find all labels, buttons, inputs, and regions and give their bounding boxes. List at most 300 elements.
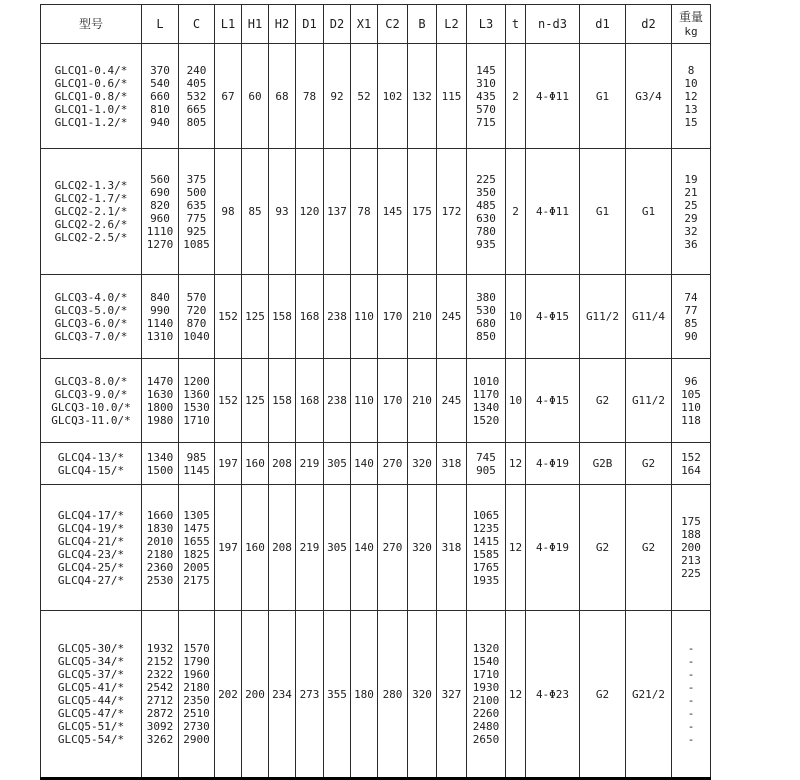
L3-value: 1340: [472, 400, 500, 414]
cell-D1: [296, 611, 324, 779]
H2-value: 208: [272, 541, 292, 554]
C-value: 532: [186, 89, 207, 103]
B-value: 320: [412, 457, 432, 470]
cell-weight: [672, 275, 711, 359]
cell-d1: [580, 149, 626, 275]
weight-value: 164: [681, 463, 701, 477]
cell-L: [142, 275, 179, 359]
model-name: GLCQ5-47/*: [57, 707, 125, 720]
cell-L3: [467, 485, 506, 611]
C-value: 2510: [183, 707, 210, 720]
L3-value: 435: [476, 89, 496, 103]
model-name: GLCQ3-8.0/*: [54, 374, 128, 388]
cell-model: [41, 611, 142, 779]
model-name: GLCQ3-6.0/*: [54, 316, 128, 330]
model-name: GLCQ3-9.0/*: [54, 387, 128, 401]
L-value: 2152: [146, 655, 174, 668]
weight-value: 188: [681, 528, 701, 541]
L-value: 1630: [146, 387, 174, 401]
cell-D2: [324, 275, 351, 359]
H1-value: 160: [245, 457, 265, 470]
cell-t: [506, 443, 526, 485]
D2-value: 238: [327, 310, 347, 323]
C2-value: 102: [382, 89, 403, 103]
L-value: 940: [150, 115, 170, 129]
L1-value: 197: [218, 457, 238, 470]
L-value: 370: [150, 63, 170, 77]
L-value: 2542: [146, 681, 174, 694]
cell-D2: [324, 359, 351, 443]
cell-H1: [242, 485, 269, 611]
cell-L1: [215, 149, 242, 275]
model-name: GLCQ4-25/*: [57, 560, 125, 574]
L2-value: 172: [441, 205, 462, 218]
L-value: 1310: [146, 329, 174, 343]
model-name: GLCQ3-11.0/*: [51, 413, 131, 427]
C-value: 1530: [183, 400, 210, 414]
H1-value: 200: [245, 687, 265, 701]
cell-B: [408, 44, 437, 149]
model-name: GLCQ1-0.6/*: [54, 76, 128, 90]
cell-C: [179, 611, 215, 779]
cell-n_d3: [526, 359, 580, 443]
d2-value: G1: [641, 205, 656, 218]
model-name: GLCQ5-44/*: [57, 694, 125, 707]
cell-n_d3: [526, 44, 580, 149]
d1-value: G11/2: [585, 310, 620, 323]
cell-t: [506, 485, 526, 611]
model-name: GLCQ5-34/*: [57, 655, 125, 668]
model-name: GLCQ2-2.1/*: [54, 205, 128, 218]
cell-C: [179, 485, 215, 611]
cell-d1: [580, 485, 626, 611]
model-name: GLCQ2-2.5/*: [54, 231, 128, 244]
weight-value: 13: [684, 102, 698, 116]
L-value: 1932: [146, 642, 174, 655]
cell-C2: [378, 485, 408, 611]
cell-d2: [626, 149, 672, 275]
D1-value: 168: [299, 310, 320, 323]
n_d3-value: 4-Φ23: [535, 687, 570, 701]
L1-value: 152: [218, 310, 238, 323]
cell-B: [408, 149, 437, 275]
column-header-n_d3: n-d3: [526, 5, 580, 44]
d2-value: G11/4: [631, 310, 666, 323]
B-value: 132: [412, 89, 432, 103]
header-row: [41, 5, 711, 44]
weight-value: 225: [681, 567, 701, 580]
L-value: 1660: [146, 508, 174, 522]
d2-value: G2: [641, 541, 656, 554]
table-body: [41, 44, 711, 779]
C-value: 2730: [183, 720, 210, 733]
cell-X1: [351, 485, 378, 611]
L-value: 3092: [146, 720, 174, 733]
C2-value: 270: [382, 541, 403, 554]
column-header-L1: L1: [215, 5, 242, 44]
cell-L1: [215, 275, 242, 359]
B-value: 175: [412, 205, 432, 218]
X1-value: 140: [354, 541, 374, 554]
d2-value: G21/2: [631, 687, 666, 701]
C-value: 1570: [183, 642, 210, 655]
B-value: 210: [412, 394, 432, 407]
L3-value: 1540: [472, 655, 500, 668]
C-value: 1040: [183, 329, 210, 343]
C-value: 2005: [183, 560, 210, 574]
cell-d1: [580, 443, 626, 485]
cell-n_d3: [526, 485, 580, 611]
C-value: 1475: [183, 521, 210, 535]
model-name: GLCQ1-1.2/*: [54, 115, 128, 129]
L-value: 560: [150, 172, 170, 186]
L-value: 2530: [146, 573, 174, 587]
cell-D1: [296, 275, 324, 359]
model-name: GLCQ3-4.0/*: [54, 290, 128, 304]
d1-value: G2B: [592, 457, 613, 470]
model-name: GLCQ1-0.8/*: [54, 89, 128, 103]
L-value: 1830: [146, 521, 174, 535]
C-value: 2350: [183, 694, 210, 707]
L3-value: 630: [476, 211, 496, 225]
C2-value: 170: [382, 310, 403, 323]
table-group-row: [41, 443, 711, 485]
cell-t: [506, 359, 526, 443]
cell-weight: [672, 44, 711, 149]
C-value: 635: [186, 198, 207, 212]
L-value: 3262: [146, 733, 174, 746]
L-value: 1500: [146, 463, 174, 477]
cell-L3: [467, 443, 506, 485]
cell-t: [506, 44, 526, 149]
column-header-L: L: [142, 5, 179, 44]
cell-t: [506, 149, 526, 275]
weight-value: 21: [684, 185, 698, 199]
C-value: 1145: [183, 463, 210, 477]
L3-value: 225: [476, 172, 496, 186]
cell-d2: [626, 275, 672, 359]
cell-C2: [378, 611, 408, 779]
L1-value: 202: [218, 687, 238, 701]
H2-value: 158: [272, 394, 292, 407]
L-value: 1270: [146, 237, 174, 251]
weight-value: 77: [684, 303, 698, 317]
column-header-d1: d1: [580, 5, 626, 44]
cell-L2: [437, 485, 467, 611]
n_d3-value: 4-Φ19: [535, 457, 570, 470]
cell-weight: [672, 485, 711, 611]
model-name: GLCQ2-2.6/*: [54, 218, 128, 231]
D1-value: 78: [302, 89, 317, 103]
column-header-C: C: [179, 5, 215, 44]
H1-value: 60: [248, 89, 262, 103]
table-group-row: [41, 611, 711, 779]
D2-value: 305: [327, 457, 347, 470]
C-value: 870: [186, 316, 207, 330]
weight-value: 90: [684, 329, 698, 343]
H1-value: 125: [245, 310, 265, 323]
C-value: 1360: [183, 387, 210, 401]
L-value: 810: [150, 102, 170, 116]
cell-d1: [580, 611, 626, 779]
L3-value: 1930: [472, 681, 500, 694]
cell-L: [142, 149, 179, 275]
model-name: GLCQ5-30/*: [57, 642, 125, 655]
L-value: 660: [150, 89, 170, 103]
D1-value: 219: [299, 457, 320, 470]
weight-value: 19: [684, 172, 698, 186]
D2-value: 238: [327, 394, 347, 407]
L3-value: 145: [476, 63, 496, 77]
cell-n_d3: [526, 149, 580, 275]
L-value: 2010: [146, 534, 174, 548]
table-group-row: [41, 485, 711, 611]
C-value: 985: [186, 450, 207, 464]
cell-d1: [580, 44, 626, 149]
B-value: 320: [412, 541, 432, 554]
table-group-row: [41, 275, 711, 359]
cell-L: [142, 359, 179, 443]
d1-value: G1: [595, 89, 610, 103]
cell-H1: [242, 611, 269, 779]
L3-value: 310: [476, 76, 496, 90]
D1-value: 219: [299, 541, 320, 554]
cell-L1: [215, 359, 242, 443]
L3-value: 2100: [472, 694, 500, 707]
column-header-D2: D2: [324, 5, 351, 44]
B-value: 320: [412, 687, 432, 701]
cell-B: [408, 485, 437, 611]
cell-L1: [215, 611, 242, 779]
column-header-H2: H2: [269, 5, 296, 44]
C-value: 2180: [183, 681, 210, 694]
L3-value: 905: [476, 463, 496, 477]
cell-H2: [269, 275, 296, 359]
cell-H1: [242, 359, 269, 443]
cell-D2: [324, 611, 351, 779]
weight-value: 200: [681, 541, 701, 554]
C-value: 240: [186, 63, 207, 77]
cell-L3: [467, 611, 506, 779]
cell-d2: [626, 611, 672, 779]
d1-value: G1: [595, 205, 610, 218]
cell-X1: [351, 359, 378, 443]
column-header-weight-unit: kg: [684, 24, 698, 38]
C-value: 775: [186, 211, 207, 225]
D2-value: 92: [330, 89, 344, 103]
cell-H2: [269, 611, 296, 779]
weight-value: 118: [681, 413, 701, 427]
cell-weight: [672, 611, 711, 779]
L1-value: 197: [218, 541, 238, 554]
C-value: 665: [186, 102, 207, 116]
column-header-t: t: [506, 5, 526, 44]
column-header-H1: H1: [242, 5, 269, 44]
n_d3-value: 4-Φ19: [535, 541, 570, 554]
L-value: 690: [150, 185, 170, 199]
column-header-D1: D1: [296, 5, 324, 44]
weight-value: 36: [684, 237, 698, 251]
cell-D1: [296, 359, 324, 443]
t-value: 2: [512, 205, 519, 218]
column-header-C2: C2: [378, 5, 408, 44]
weight-value: 110: [681, 400, 701, 414]
L3-value: 1765: [472, 560, 500, 574]
model-name: GLCQ5-54/*: [57, 733, 125, 746]
L3-value: 2480: [472, 720, 500, 733]
weight-value: -: [687, 642, 695, 655]
weight-value: -: [687, 681, 695, 694]
cell-H1: [242, 275, 269, 359]
cell-d1: [580, 359, 626, 443]
cell-d2: [626, 44, 672, 149]
weight-value: 29: [684, 211, 698, 225]
H2-value: 93: [275, 205, 289, 218]
cell-L3: [467, 359, 506, 443]
L3-value: 745: [476, 450, 496, 464]
L3-value: 1065: [472, 508, 500, 522]
H2-value: 208: [272, 457, 292, 470]
cell-L: [142, 485, 179, 611]
B-value: 210: [412, 310, 432, 323]
cell-t: [506, 275, 526, 359]
cell-L2: [437, 44, 467, 149]
H2-value: 234: [272, 687, 292, 701]
cell-X1: [351, 149, 378, 275]
weight-value: 175: [681, 515, 701, 528]
d1-value: G2: [595, 687, 610, 701]
t-value: 2: [512, 89, 519, 103]
cell-model: [41, 275, 142, 359]
L-value: 1470: [146, 374, 174, 388]
cell-H2: [269, 443, 296, 485]
L3-value: 680: [476, 316, 496, 330]
cell-C2: [378, 149, 408, 275]
L3-value: 935: [476, 237, 496, 251]
cell-t: [506, 611, 526, 779]
cell-D1: [296, 443, 324, 485]
d1-value: G2: [595, 394, 610, 407]
model-name: GLCQ4-15/*: [57, 463, 125, 477]
L3-value: 1415: [472, 534, 500, 548]
table-group-row: [41, 359, 711, 443]
C-value: 720: [186, 303, 207, 317]
C-value: 1085: [183, 237, 210, 251]
cell-L3: [467, 44, 506, 149]
cell-C: [179, 443, 215, 485]
cell-n_d3: [526, 443, 580, 485]
cell-B: [408, 443, 437, 485]
weight-value: -: [687, 707, 695, 720]
cell-D1: [296, 44, 324, 149]
cell-H2: [269, 149, 296, 275]
C-value: 1655: [183, 534, 210, 548]
cell-D2: [324, 44, 351, 149]
C-value: 1710: [183, 413, 210, 427]
column-header-L3: L3: [467, 5, 506, 44]
weight-value: 74: [684, 290, 698, 304]
L1-value: 67: [221, 89, 235, 103]
C-value: 925: [186, 224, 207, 238]
C-value: 1305: [183, 508, 210, 522]
L-value: 990: [150, 303, 170, 317]
cell-L1: [215, 485, 242, 611]
model-name: GLCQ3-7.0/*: [54, 329, 128, 343]
model-name: GLCQ4-13/*: [57, 450, 125, 464]
d2-value: G11/2: [631, 394, 666, 407]
weight-value: 152: [681, 450, 701, 464]
model-name: GLCQ4-19/*: [57, 521, 125, 535]
L-value: 2712: [146, 694, 174, 707]
L-value: 1110: [146, 224, 174, 238]
weight-value: 105: [681, 387, 701, 401]
C-value: 405: [186, 76, 207, 90]
cell-model: [41, 443, 142, 485]
cell-C2: [378, 443, 408, 485]
cell-H1: [242, 149, 269, 275]
D2-value: 305: [327, 541, 347, 554]
L3-value: 570: [476, 102, 496, 116]
model-name: GLCQ4-21/*: [57, 534, 125, 548]
cell-D1: [296, 485, 324, 611]
model-name: GLCQ1-0.4/*: [54, 63, 128, 77]
cell-B: [408, 611, 437, 779]
cell-L2: [437, 275, 467, 359]
L3-value: 1320: [472, 642, 500, 655]
cell-d2: [626, 485, 672, 611]
L-value: 2360: [146, 560, 174, 574]
D1-value: 273: [299, 687, 320, 701]
weight-value: 213: [681, 554, 701, 567]
H2-value: 68: [275, 89, 289, 103]
weight-value: 96: [684, 374, 698, 388]
L3-value: 780: [476, 224, 496, 238]
L-value: 840: [150, 290, 170, 304]
n_d3-value: 4-Φ11: [535, 89, 570, 103]
cell-L2: [437, 443, 467, 485]
cell-H1: [242, 443, 269, 485]
model-name: GLCQ4-27/*: [57, 573, 125, 587]
cell-L: [142, 443, 179, 485]
X1-value: 78: [357, 205, 371, 218]
C2-value: 270: [382, 457, 403, 470]
d2-value: G3/4: [635, 89, 662, 103]
weight-value: -: [687, 668, 695, 681]
cell-L1: [215, 44, 242, 149]
cell-n_d3: [526, 275, 580, 359]
L3-value: 1710: [472, 668, 500, 681]
cell-n_d3: [526, 611, 580, 779]
cell-L3: [467, 275, 506, 359]
H1-value: 85: [248, 205, 262, 218]
C-value: 375: [186, 172, 207, 186]
d1-value: G2: [595, 541, 610, 554]
column-header-model: 型号: [41, 5, 142, 44]
column-header-L2: L2: [437, 5, 467, 44]
model-name: GLCQ3-10.0/*: [51, 400, 131, 414]
weight-value: -: [687, 655, 695, 668]
X1-value: 180: [354, 687, 374, 701]
table-group-row: [41, 44, 711, 149]
L-value: 820: [150, 198, 170, 212]
cell-C: [179, 149, 215, 275]
cell-D1: [296, 149, 324, 275]
model-name: GLCQ1-1.0/*: [54, 102, 128, 116]
H1-value: 125: [245, 394, 265, 407]
weight-value: 15: [684, 115, 698, 129]
weight-value: 10: [684, 76, 698, 90]
L-value: 1800: [146, 400, 174, 414]
